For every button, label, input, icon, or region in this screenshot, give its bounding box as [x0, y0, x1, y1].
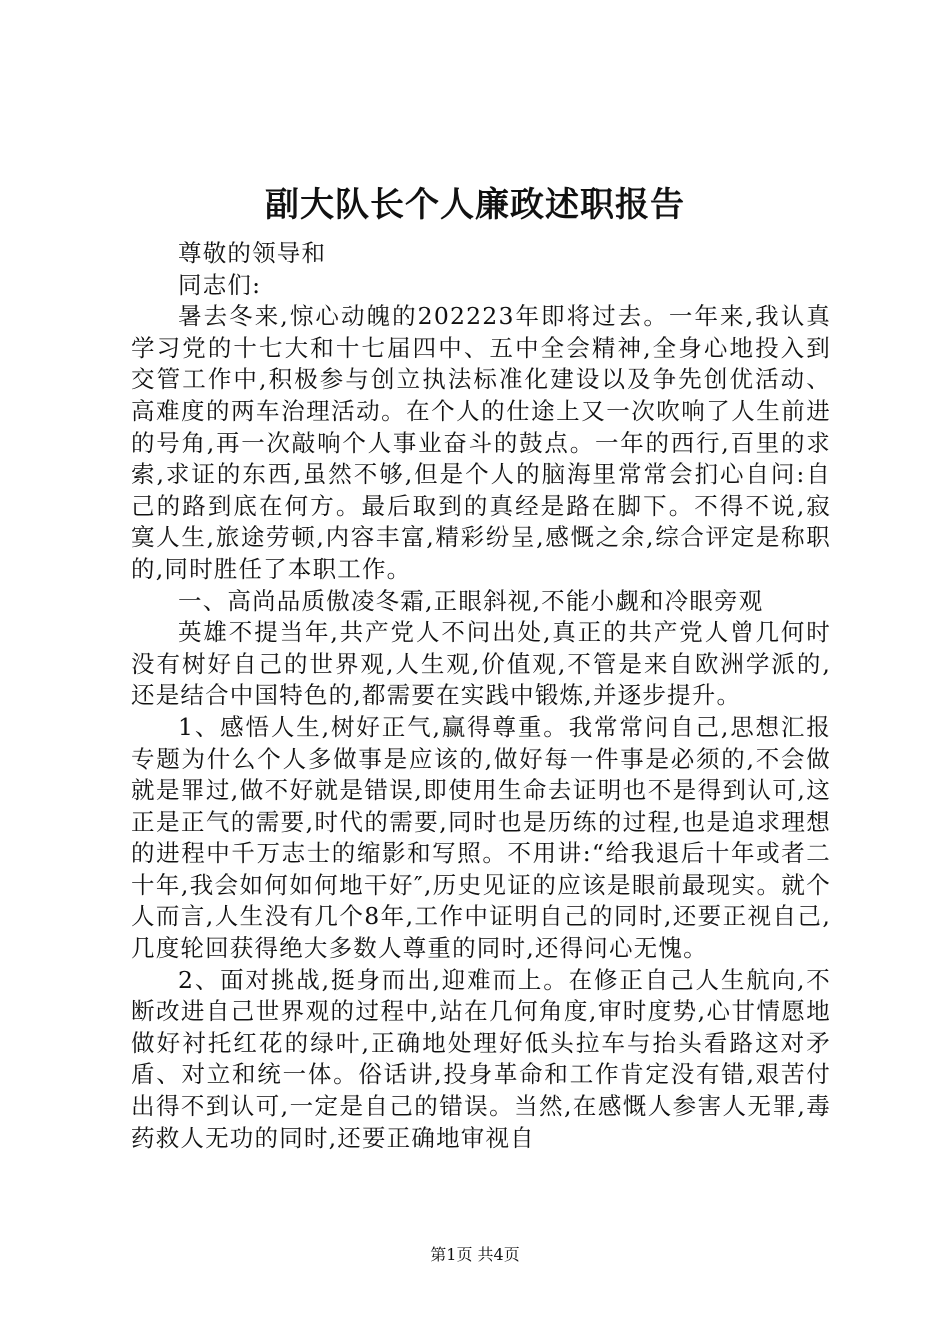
greeting-line: 尊敬的领导和: [178, 239, 327, 267]
body-paragraph: 英雄不提当年,共产党人不问出处,真正的共产党人曾几何时没有树好自己的世界观,人生观,价值观,不管是来自欧洲学派的,还是结合中国特色的,都需要在实践中锻炼,并逐步提升。: [131, 618, 831, 710]
document-title: 副大队长个人廉政述职报告: [265, 185, 685, 225]
section-heading: 一、高尚品质傲凌冬霜,正眼斜视,不能小觑和冷眼旁观: [178, 586, 764, 615]
document-body: [131, 238, 831, 1154]
body-paragraph: 2、面对挑战,挺身而出,迎难而上。在修正自己人生航向,不断改进自己世界观的过程中,站在几何角度,审时度势,心甘情愿地做好衬托红花的绿叶,正确地处理好低头拉车与抬头看路这对矛盾、对立和统一体。俗话讲,投身革命和工作肯定没有错,艰苦付出得不到认可,一定是自己的错误。当然,在感慨人参害人无罪,毒药救人无功的同时,还要正确地审视自: [131, 965, 831, 1152]
body-paragraph: 暑去冬来,惊心动魄的202223年即将过去。一年来,我认真学习党的十七大和十七届四中、五中全会精神,全身心地投入到交管工作中,积极参与创立执法标准化建设以及争先创优活动、高难度的两车治理活动。在个人的仕途上又一次吹响了人生前进的号角,再一次敲响个人事业奋斗的鼓点。一年的西行,百里的求索,求证的东西,虽然不够,但是个人的脑海里常常会扪心自问:自己的路到底在何方。最后取到的真经是路在脚下。不得不说,寂寞人生,旅途劳顿,内容丰富,精彩纷呈,感慨之余,综合评定是称职的,同时胜任了本职工作。: [131, 302, 831, 583]
body-paragraph: 1、感悟人生,树好正气,赢得尊重。我常常问自己,思想汇报专题为什么个人多做事是应该的,做好每一件事是必须的,不会做就是罪过,做不好就是错误,即使用生命去证明也不是得到认可,这正是正气的需要,时代的需要,同时也是历练的过程,也是追求理想的进程中千万志士的缩影和写照。不用讲:“给我退后十年或者二十年,我会如何如何地干好″,历史见证的应该是眼前最现实。就个人而言,人生没有几个8年,工作中证明自己的同时,还要正视自己,几度轮回获得绝大多数人尊重的同时,还得问心无愧。: [131, 712, 831, 963]
greeting-line: 同志们:: [178, 270, 262, 299]
page-footer: 第1页 共4页: [430, 1245, 520, 1264]
